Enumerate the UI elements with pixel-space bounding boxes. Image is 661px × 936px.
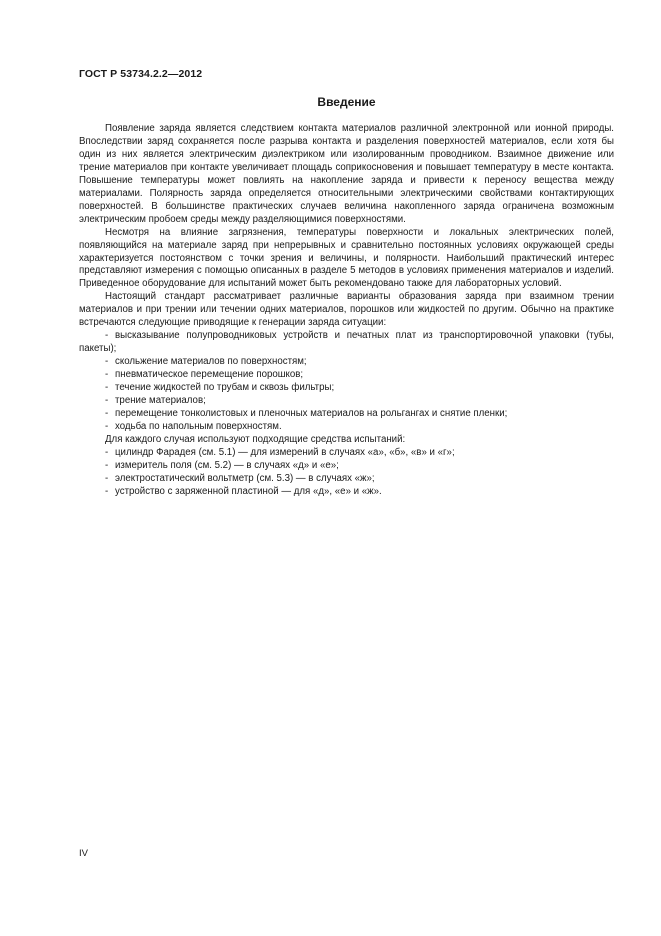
list-dash: - — [105, 420, 109, 432]
list-dash: - — [105, 407, 109, 419]
list-dash: - — [105, 356, 109, 368]
list-item: - электростатический вольтметр (см. 5.3) — в случаях «ж»; — [105, 472, 375, 484]
list-item: - трение материалов; — [105, 395, 206, 407]
paragraph-standard-scope: Настоящий стандарт рассматривает различные варианты образования заряда при взаимном трении материалов и при трении или течении одних материалов, порошков или жидкостей по другим. Обычно на практике встречаются следующие приводящие к генерации заряда ситуации: — [79, 291, 614, 329]
list-item: - перемещение тонколистовых и пленочных материалов на рольгангах и снятие пленки; — [105, 407, 508, 419]
means-list — [79, 447, 614, 499]
list-item: - устройство с заряженной пластиной — для «д», «е» и «ж». — [105, 485, 382, 497]
list-item: - высказывание полупроводниковых устройств и печатных плат из транспортировочной упаковки (тубы, пакеты); — [79, 330, 614, 355]
section-body — [79, 123, 614, 499]
list-dash: - — [105, 472, 109, 484]
list-item: - измеритель поля (см. 5.2) — в случаях «д» и «е»; — [105, 459, 339, 471]
list-dash: - — [105, 330, 109, 342]
document-code: ГОСТ Р 53734.2.2—2012 — [79, 68, 203, 80]
paragraph-charge-stability: Несмотря на влияние загрязнения, температуры поверхности и локальных электрических полей, появляющийся на материале заряд при непрерывных и сравнительно постоянных условиях окружающей среды характеризуется постоянством с точки зрения и величины, и полярности. Наибольший практический интерес представляют измерения с помощью описанных в разделе 5 методов в условиях применения материалов и изделий. Приведенное оборудование для испытаний может быть рекомендовано также для лабораторных условий. — [79, 226, 614, 290]
page-number: IV — [79, 848, 88, 859]
list-dash: - — [105, 382, 109, 394]
list-item: - цилиндр Фарадея (см. 5.1) — для измерений в случаях «а», «б», «в» и «г»; — [105, 446, 455, 458]
section-heading: Введение — [317, 95, 376, 109]
list-item: - скольжение материалов по поверхностям; — [105, 356, 307, 368]
list-dash: - — [105, 459, 109, 471]
list-dash: - — [105, 369, 109, 381]
paragraph-charge-origin: Появление заряда является следствием контакта материалов различной электронной или ионной природы. Впоследствии заряд сохраняется после разрыва контакта и разделения поверхностей материалов, если хотя бы один из них является электрическим диэлектриком или изолированным проводником. Взаимное движение или трение материалов при контакте увеличивает площадь соприкосновения и повышает температуру в месте контакта. Повышение температуры может повлиять на накопление заряда и привести к переносу вещества между материалами. Полярность заряда определяется относительными электрическими свойствами контактирующих поверхностей. В большинстве практических случаев величина накопленного заряда ограничена возможным электрическим пробоем среды между разделяющимися поверхностями. — [79, 123, 614, 225]
list-dash: - — [105, 446, 109, 458]
list-item: - течение жидкостей по трубам и сквозь фильтры; — [105, 382, 335, 394]
list-item: - пневматическое перемещение порошков; — [105, 369, 304, 381]
list-dash: - — [105, 485, 109, 497]
paragraph-means-intro: Для каждого случая используют подходящие средства испытаний: — [105, 433, 406, 445]
situations-list — [79, 330, 614, 434]
list-item: - ходьба по напольным поверхностям. — [105, 420, 282, 432]
list-dash: - — [105, 395, 109, 407]
